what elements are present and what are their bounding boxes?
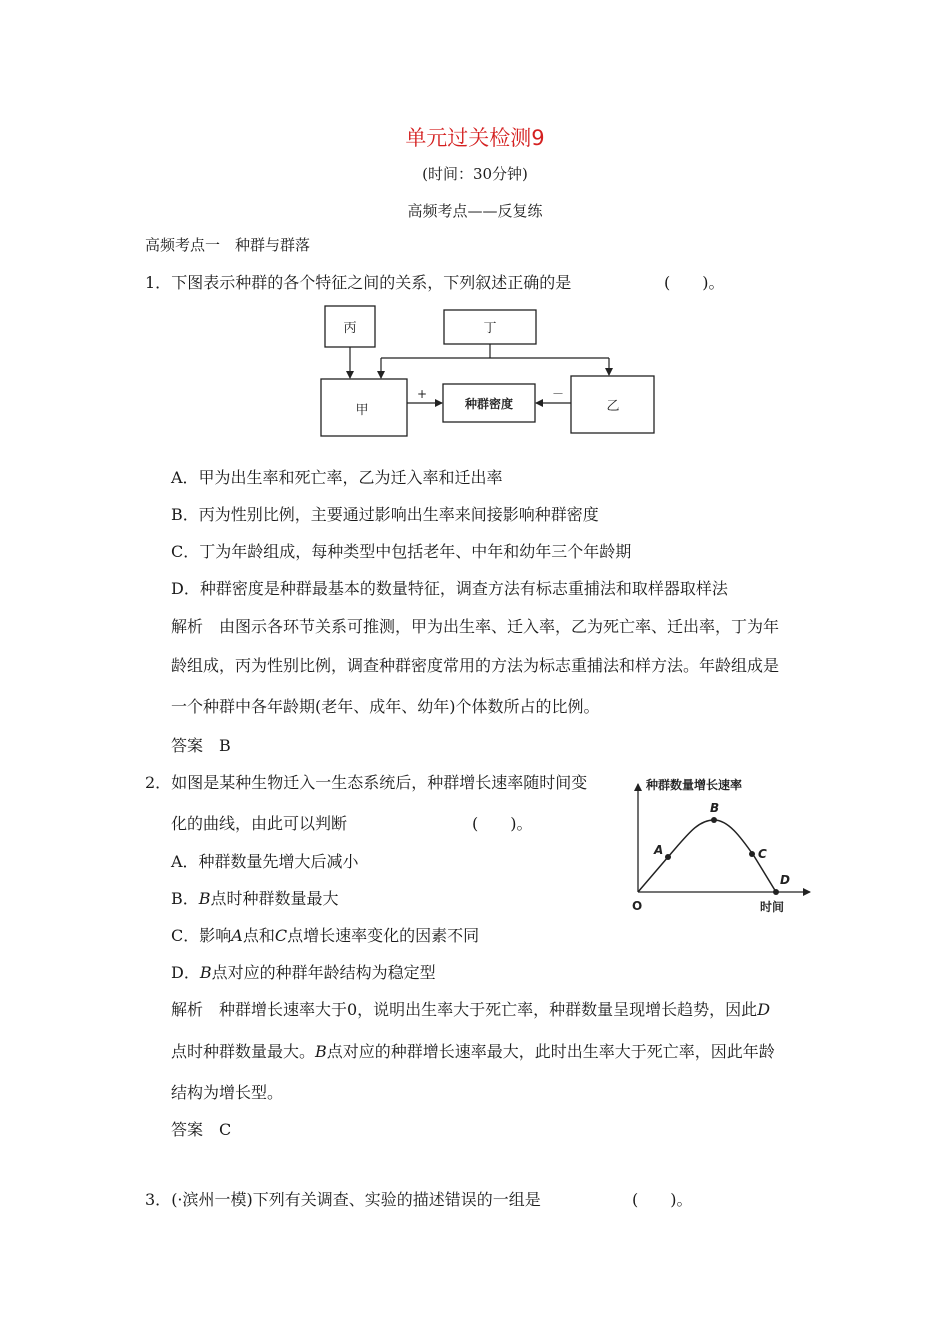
point-a [665, 854, 671, 860]
subtitle: 高频考点——反复练 [407, 202, 543, 220]
q1-answer: 答案 B [171, 736, 231, 755]
q2-stem-line1 [145, 770, 587, 793]
q2-stem-text: 如图是某种生物迁入一生态系统后，种群增长速率随时间变 [171, 773, 588, 792]
q1-analysis-line2: 龄组成，丙为性别比例，调查种群密度常用的方法为标志重捕法和样方法。年龄组成是 [171, 656, 780, 675]
q2-answer: 答案 C [171, 1120, 232, 1139]
q1-number: 1． [145, 273, 172, 292]
label-jia: 甲 [355, 403, 369, 418]
section-heading: 高频考点一 种群与群落 [145, 236, 311, 254]
q1-diagram [315, 304, 665, 440]
q1-option-c: C．丁为年龄组成，每种类型中包括老年、中年和幼年三个年龄期 [171, 542, 632, 561]
label-yi: 乙 [606, 399, 620, 414]
page-title: 单元过关检测9 [405, 126, 545, 150]
q2-number: 2． [145, 773, 172, 792]
q2-analysis-line2: 点时种群数量最大。B点对应的种群增长速率最大，此时出生率大于死亡率，因此年龄 [171, 1042, 775, 1061]
q2-option-a: A．种群数量先增大后减小 [171, 852, 359, 871]
graph-ylabel: 种群数量增长速率 [646, 778, 743, 792]
point-b [711, 817, 717, 823]
q2-analysis-line1: 解析 种群增长速率大于0，说明出生率大于死亡率，种群数量呈现增长趋势，因此D [171, 1000, 771, 1019]
q2-option-b: B．B点时种群数量最大 [171, 889, 339, 908]
q3-stem [145, 1187, 541, 1210]
q1-analysis-line1: 解析 由图示各环节关系可推测，甲为出生率、迁入率，乙为死亡率、迁出率，丁为年 [171, 617, 780, 636]
graph-label-c: C [758, 847, 767, 861]
graph-origin: O [632, 899, 643, 913]
label-minus: － [551, 387, 565, 401]
q2-option-d: D．B点对应的种群年龄结构为稳定型 [171, 963, 436, 982]
graph-label-d: D [780, 873, 790, 887]
label-ding: 丁 [483, 321, 497, 336]
q3-stem-text: (·滨州一模)下列有关调查、实验的描述错误的一组是 [171, 1190, 541, 1209]
q2-answer-blank: ( )。 [472, 814, 533, 833]
q3-answer-blank: ( )。 [632, 1190, 693, 1209]
q3-number: 3． [145, 1190, 172, 1209]
graph-label-a: A [654, 843, 664, 857]
label-plus: + [416, 387, 428, 401]
point-d [773, 889, 779, 895]
label-bing: 丙 [343, 321, 357, 336]
q1-stem-text: 下图表示种群的各个特征之间的关系，下列叙述正确的是 [171, 273, 572, 292]
q1-option-a: A．甲为出生率和死亡率，乙为迁入率和迁出率 [171, 468, 503, 487]
graph-xlabel: 时间 [760, 900, 785, 914]
q1-option-b: B．丙为性别比例，主要通过影响出生率来间接影响种群密度 [171, 505, 599, 524]
label-density: 种群密度 [464, 397, 514, 411]
q2-analysis-line3: 结构为增长型。 [171, 1083, 284, 1102]
point-c [749, 851, 755, 857]
q2-option-c: C．影响A点和C点增长速率变化的因素不同 [171, 926, 480, 945]
time-limit: (时间：30分钟) [422, 165, 528, 183]
q1-answer-blank: ( )。 [664, 273, 725, 292]
q1-option-d: D．种群密度是种群最基本的数量特征，调查方法有标志重捕法和取样器取样法 [171, 579, 728, 598]
graph-label-b: B [710, 801, 720, 815]
q1-analysis-line3: 一个种群中各年龄期(老年、成年、幼年)个体数所占的比例。 [171, 697, 600, 716]
q2-stem-line2: 化的曲线，由此可以判断 [171, 814, 348, 833]
q1-stem [145, 270, 571, 293]
q2-graph [628, 774, 820, 916]
